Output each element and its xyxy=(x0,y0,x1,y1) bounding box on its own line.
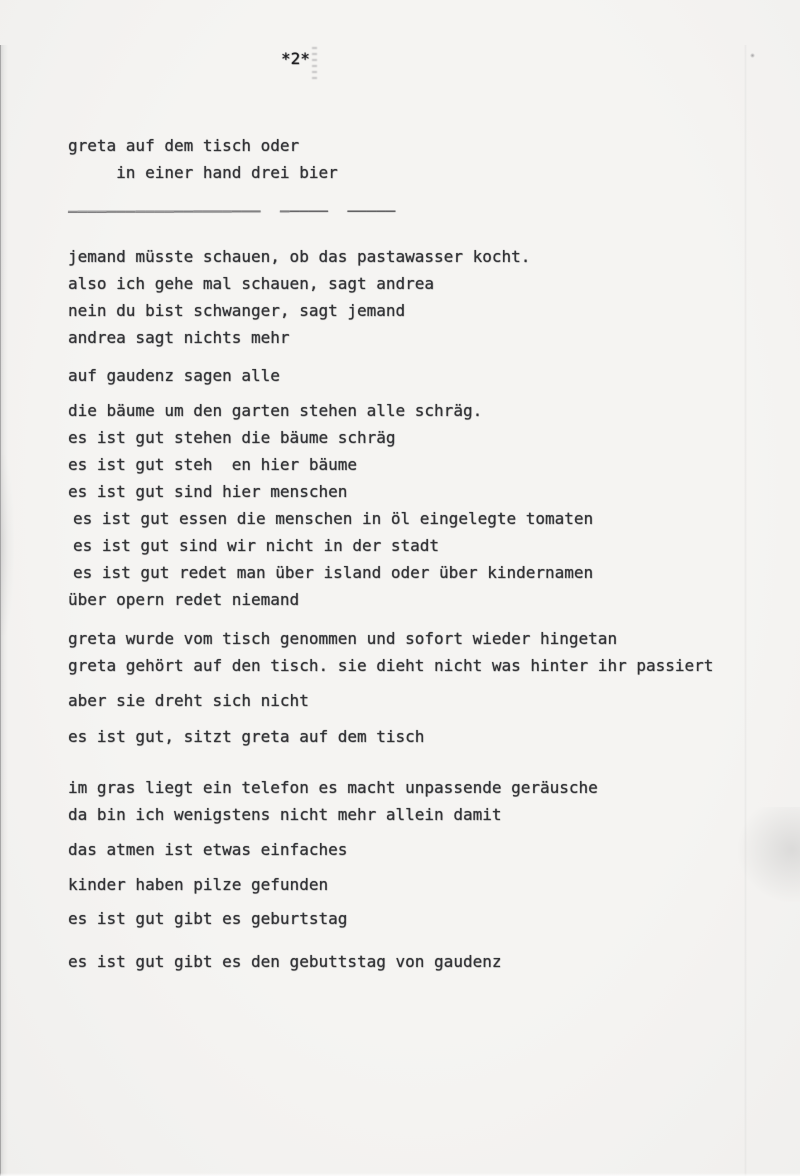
poem-line: auf gaudenz sagen alle xyxy=(68,366,280,385)
poem-line: im gras liegt ein telefon es macht unpassende geräusche xyxy=(68,778,598,797)
poem-title-line: in einer hand drei bier xyxy=(68,163,338,182)
poem-line: es ist gut stehen die bäume schräg xyxy=(68,428,396,447)
stanza xyxy=(68,397,800,613)
poem-line: andrea sagt nichts mehr xyxy=(68,328,290,347)
poem-line: jemand müsste schauen, ob das pastawasser kocht. xyxy=(68,247,531,266)
poem-line: es ist gut gibt es geburtstag xyxy=(68,909,348,928)
poem-line: es ist gut steh en hier bäume xyxy=(68,455,357,474)
poem-line: es ist gut redet man über island oder über kindernamen xyxy=(73,563,594,582)
poem-line: es ist gut sind wir nicht in der stadt xyxy=(73,536,440,555)
poem-line: es ist gut, sitzt greta auf dem tisch xyxy=(68,727,425,746)
stanza xyxy=(68,948,800,975)
stanza xyxy=(68,362,800,389)
stanza xyxy=(68,871,800,898)
stanza xyxy=(68,774,800,828)
typed-divider: ____________________ _____ _____ xyxy=(67,193,396,213)
stanza xyxy=(68,625,800,679)
poem-line: es ist gut essen die menschen in öl eingelegte tomaten xyxy=(73,509,594,528)
poem-line: greta gehört auf den tisch. sie dieht nicht was hinter ihr passiert xyxy=(68,656,714,675)
poem-line: es ist gut gibt es den gebuttstag von gaudenz xyxy=(68,952,502,971)
stanza xyxy=(68,905,800,932)
stanza xyxy=(68,723,800,750)
scan-edge-left xyxy=(0,45,8,1176)
poem-line: es ist gut sind hier menschen xyxy=(68,482,348,501)
scan-smudge-left xyxy=(0,455,14,635)
poem-line: da bin ich wenigstens nicht mehr allein damit xyxy=(68,805,502,824)
poem-line: die bäume um den garten stehen alle schräg. xyxy=(68,401,483,420)
stanza xyxy=(68,836,800,863)
poem-title-line: greta auf dem tisch oder xyxy=(68,136,300,155)
poem-line: also ich gehe mal schauen, sagt andrea xyxy=(68,274,435,293)
poem-line: das atmen ist etwas einfaches xyxy=(68,840,348,859)
poem-line: über opern redet niemand xyxy=(68,590,300,609)
poem-line: aber sie dreht sich nicht xyxy=(68,691,309,710)
poem-line: greta wurde vom tisch genommen und sofort wieder hingetan xyxy=(68,629,618,648)
poem-line: nein du bist schwanger, sagt jemand xyxy=(68,301,406,320)
page-number: *2* xyxy=(281,49,310,68)
poem-title xyxy=(68,132,800,186)
poem-line: kinder haben pilze gefunden xyxy=(68,875,329,894)
scanned-typewriter-page xyxy=(0,45,800,1176)
stanza xyxy=(68,243,800,351)
stanza xyxy=(68,687,800,714)
